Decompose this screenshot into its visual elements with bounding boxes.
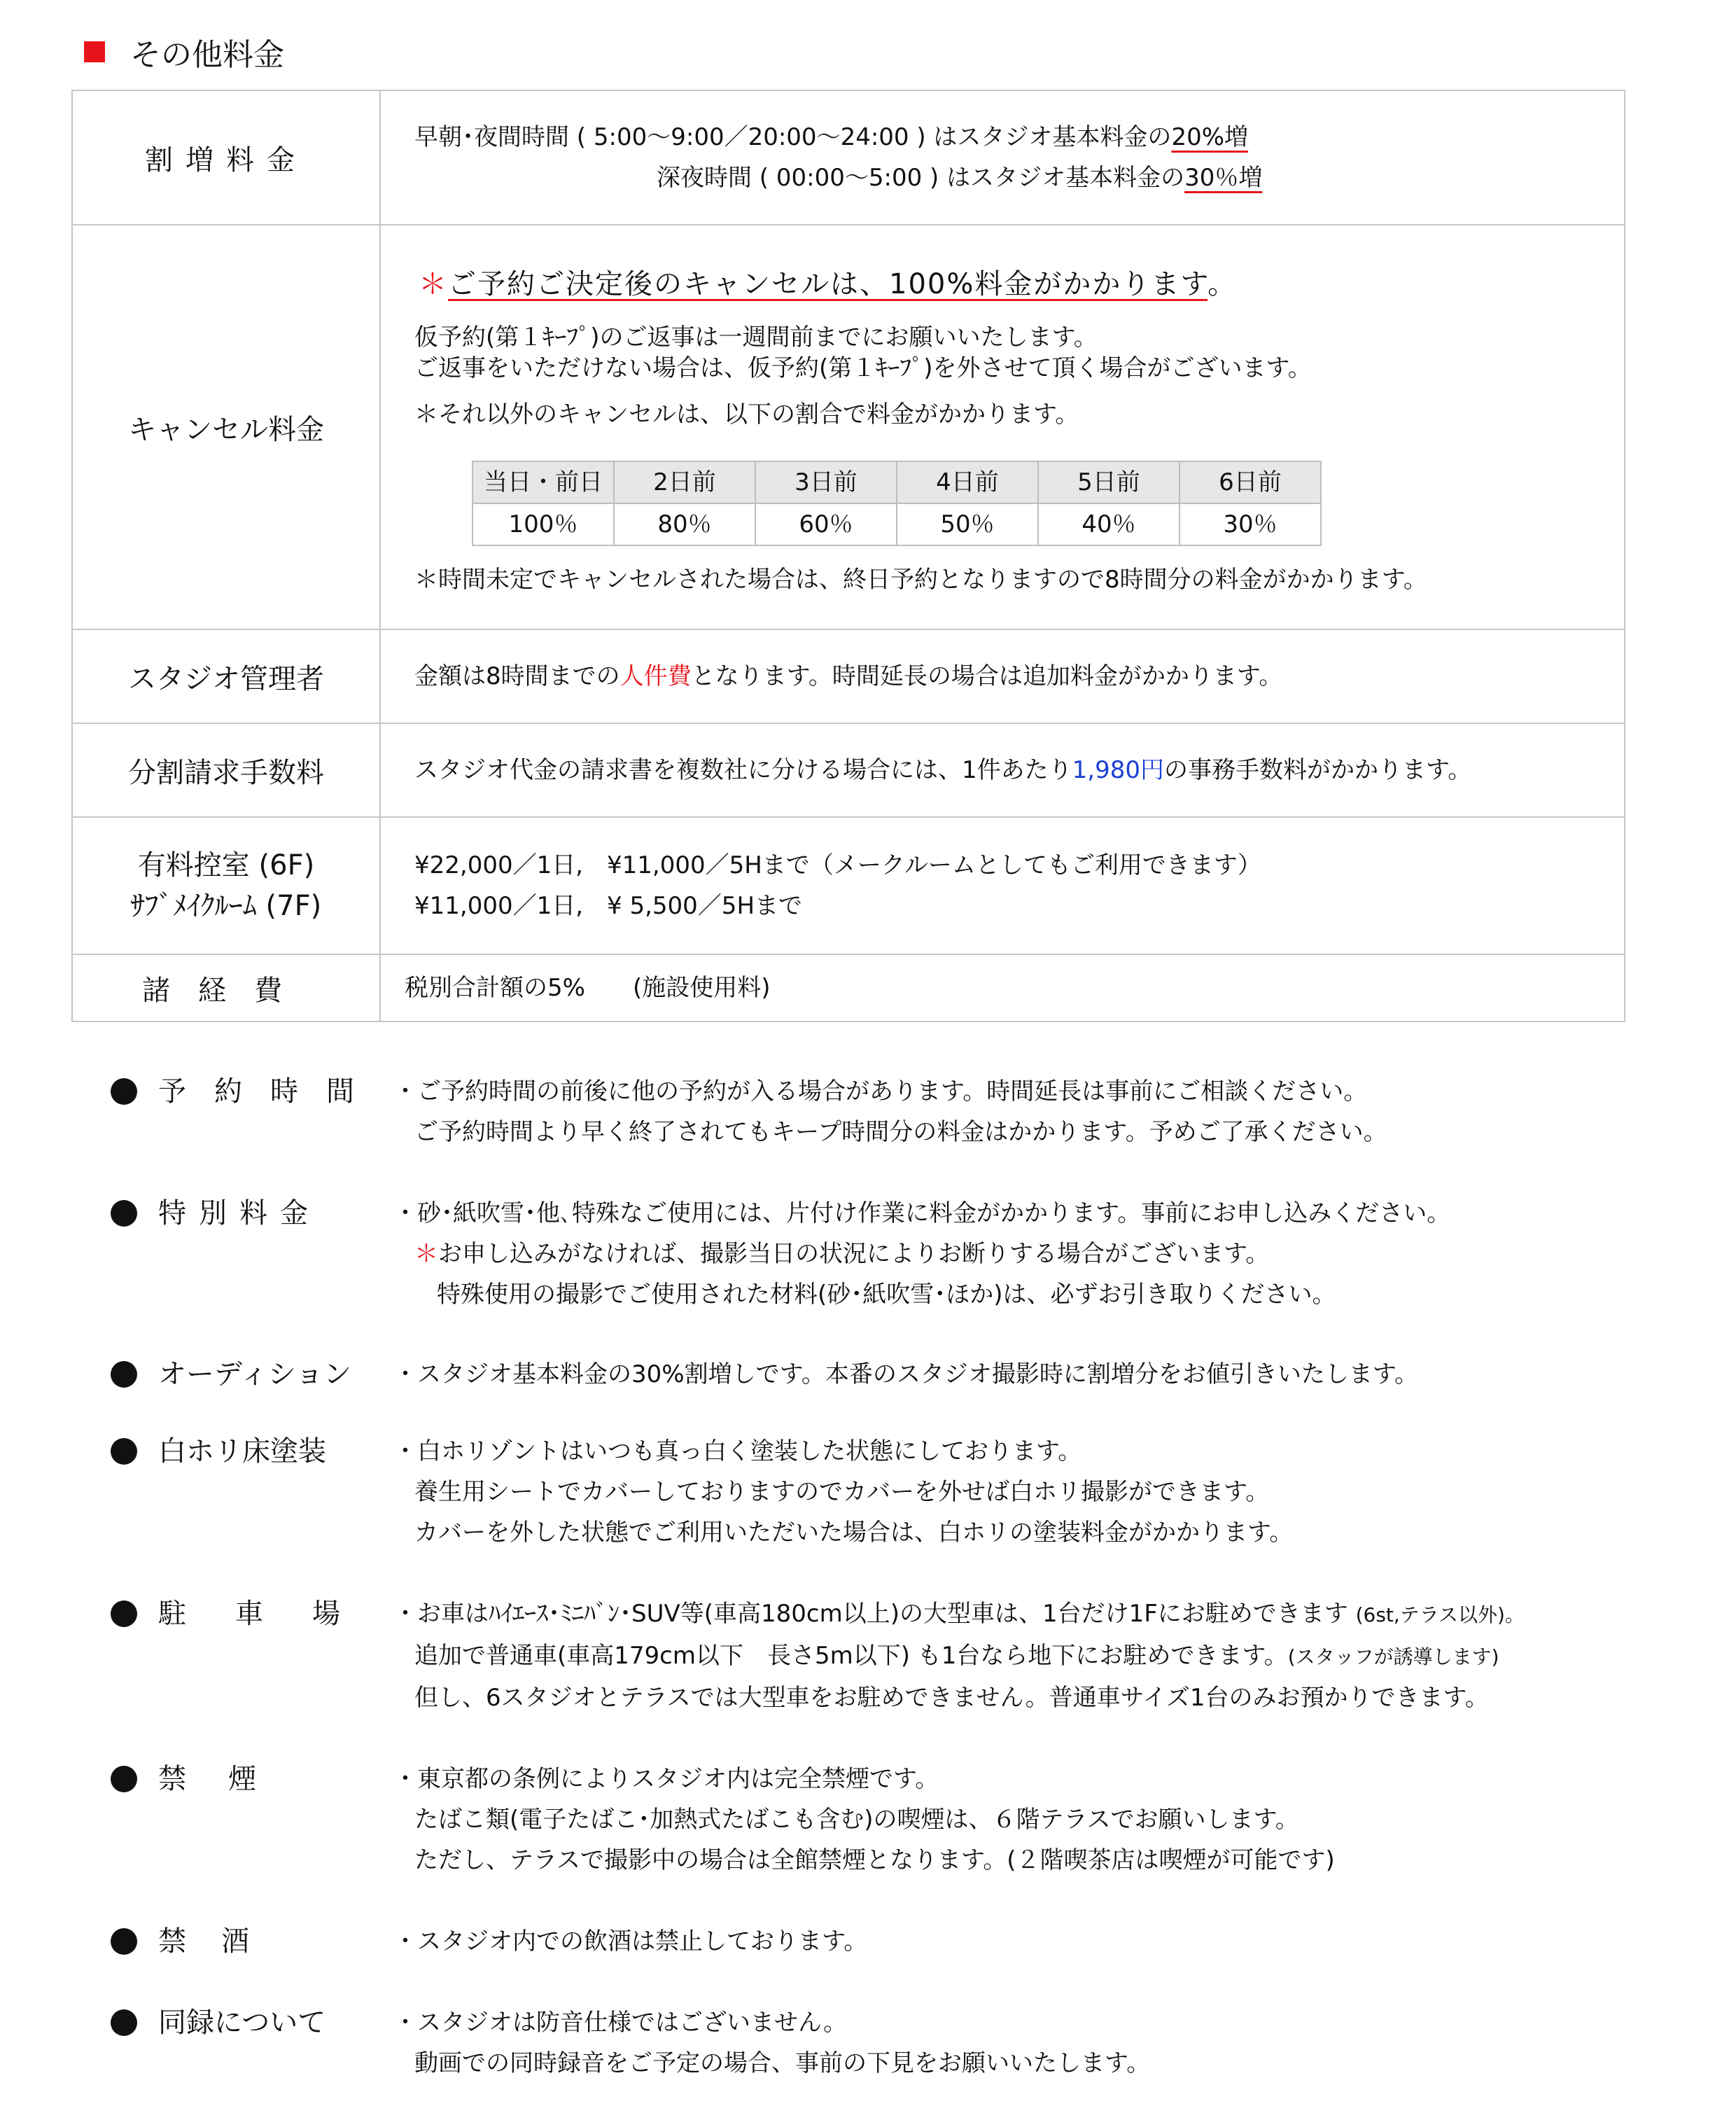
asterisk-icon: ＊ (419, 268, 448, 300)
note-label: 白ホリ床塗装 (158, 1435, 326, 1467)
cancel-line3: ＊それ以外のキャンセルは、以下の割合で料金がかかります。 (414, 400, 1079, 428)
cancel-rate-value: 100％ (472, 503, 614, 545)
cancel-rate-value: 40％ (1038, 503, 1180, 545)
note-alcohol (105, 1921, 1645, 1962)
section-title: その他料金 (130, 37, 284, 73)
bullet-icon (111, 1361, 137, 1388)
cancel-line2: ご返事をいただけない場合は、仮予約(第１ｷｰﾌﾟ)を外させて頂く場合がございます。 (414, 354, 1312, 382)
split-text-end: の事務手数料がかかります。 (1163, 756, 1472, 784)
note-line: 動画での同時録音をご予定の場合、事前の下見をお願いいたします。 (414, 2049, 1151, 2077)
misc-text: 税別合計額の5% (施設使用料) (405, 974, 771, 1002)
split-text: スタジオ代金の請求書を複数社に分ける場合には、1件あたり (414, 756, 1072, 784)
split-fee: 1,980円 (1072, 756, 1164, 784)
surcharge-line1-rate: 20%増 (1171, 123, 1249, 151)
cancel-rate-header: 3日前 (755, 461, 897, 503)
cancel-rate-value: 60％ (755, 503, 897, 545)
asterisk-icon: ＊ (414, 1240, 438, 1268)
fee-row-split (72, 723, 1625, 817)
surcharge-line2: 深夜時間 ( 00:00～5:00 ) はスタジオ基本料金の (657, 164, 1185, 192)
note-line: 特殊使用の撮影でご使用された材料(砂･紙吹雪･ほか)は、必ずお引き取りください。 (437, 1281, 1336, 1309)
note-line: ・お車はﾊｲｴｰｽ･ﾐﾆﾊﾞﾝ･SUV等(車高180cm以上)の大型車は、1台だけ1Fにお駐めできます (393, 1600, 1348, 1628)
cancel-warning-end: 。 (1208, 268, 1238, 300)
note-label: 同録について (158, 2007, 326, 2039)
fee-row-misc (72, 954, 1625, 1021)
cancel-rate-value-row (472, 503, 1321, 545)
note-special (105, 1193, 1645, 1315)
cancel-footnote: ＊時間未定でキャンセルされた場合は、終日予約となりますので8時間分の料金がかかります。 (414, 566, 1427, 594)
note-smoking (105, 1759, 1645, 1881)
note-line: ・白ホリゾントはいつも真っ白く塗装した状態にしております。 (393, 1437, 1082, 1465)
section-heading (84, 31, 284, 73)
red-square-icon (84, 41, 105, 62)
note-line: ・ご予約時間の前後に他の予約が入る場合があります。時間延長は事前にご相談ください。 (393, 1078, 1368, 1106)
note-line: ・砂･紙吹雪･他､特殊なご使用には、片付け作業に料金がかかります。事前にお申し込みください。 (393, 1199, 1451, 1227)
cancel-rate-header: 2日前 (614, 461, 755, 503)
note-line: 養生用シートでカバーしておりますのでカバーを外せば白ホリ撮影ができます。 (414, 1478, 1270, 1506)
note-recording (105, 2002, 1645, 2084)
bullet-icon (111, 1078, 137, 1105)
note-line: カバーを外した状態でご利用いただいた場合は、白ホリの塗装料金がかかります。 (414, 1519, 1294, 1547)
note-label: 禁煙 (158, 1763, 298, 1795)
cancel-rate-value: 50％ (897, 503, 1038, 545)
bullet-icon (111, 1438, 137, 1465)
cancel-warning (414, 263, 1624, 305)
note-line-small: (6st,テラス以外)。 (1355, 1603, 1525, 1626)
manager-label: スタジオ管理者 (128, 662, 324, 695)
cancel-rate-header: 6日前 (1180, 461, 1321, 503)
fee-row-waiting (72, 817, 1625, 954)
note-line: ・スタジオ内での飲酒は禁止しております。 (393, 1927, 868, 1955)
cancel-rate-value: 30％ (1180, 503, 1321, 545)
surcharge-line1: 早朝･夜間時間 ( 5:00～9:00／20:00～24:00 ) はスタジオ基本料金の (414, 123, 1172, 151)
note-line: お申し込みがなければ、撮影当日の状況によりお断りする場合がございます。 (438, 1240, 1270, 1268)
cancel-rate-value: 80％ (614, 503, 755, 545)
bullet-icon (111, 1928, 137, 1955)
surcharge-label: 割増料金 (145, 144, 307, 176)
manager-text: 金額は8時間までの (414, 662, 620, 690)
note-label: 特別料金 (158, 1197, 321, 1229)
note-line: ご予約時間より早く終了されてもキープ時間分の料金はかかります。予めご了承ください。 (414, 1118, 1387, 1146)
waiting-line2: ¥11,000／1日, ¥ 5,500／5Hまで (414, 892, 803, 920)
cancel-label: キャンセル料金 (128, 413, 324, 446)
note-audition (105, 1354, 1645, 1395)
note-line: ・スタジオは防音仕様ではございません。 (393, 2009, 848, 2037)
note-line: 但し、6スタジオとテラスでは大型車をお駐めできません。普通車サイズ1台のみお預かりできます。 (414, 1684, 1489, 1712)
cancel-line1: 仮予約(第１ｷｰﾌﾟ)のご返事は一週間前までにお願いいたします。 (414, 323, 1098, 351)
submake-label: ｻﾌﾞﾒｲｸﾙｰﾑ (7F) (130, 890, 322, 922)
note-label: 予約時間 (158, 1075, 382, 1108)
waiting-label: 有料控室 (6F) (137, 849, 315, 881)
note-reservation (105, 1071, 1645, 1152)
bullet-icon (111, 1200, 137, 1227)
fee-table (71, 90, 1625, 1022)
note-label: 禁酒 (158, 1925, 284, 1958)
fee-row-cancel (72, 225, 1625, 629)
bullet-icon (111, 1766, 137, 1792)
cancel-rate-header: 5日前 (1038, 461, 1180, 503)
note-line: ただし、テラスで撮影中の場合は全館禁煙となります。(２階喫茶店は喫煙が可能です) (414, 1846, 1335, 1874)
note-parking (105, 1593, 1645, 1718)
note-label: 駐車場 (158, 1598, 389, 1630)
cancel-rate-table (472, 461, 1322, 546)
note-line: ・スタジオ基本料金の30%割増しです。本番のスタジオ撮影時に割増分をお値引きいたします。 (393, 1360, 1419, 1388)
notes-list (105, 1071, 1645, 2084)
bullet-icon (111, 2009, 137, 2036)
waiting-line1: ¥22,000／1日, ¥11,000／5Hまで（メークルームとしてもご利用できます） (414, 851, 1261, 879)
cancel-warning-text: ご予約ご決定後のキャンセルは、100%料金がかかります (448, 268, 1208, 300)
note-line: ・東京都の条例によりスタジオ内は完全禁煙です。 (393, 1765, 939, 1793)
note-line: 追加で普通車(車高179cm以下 長さ5m以下) も1台なら地下にお駐めできます。 (414, 1642, 1288, 1670)
fee-row-manager (72, 629, 1625, 723)
split-label: 分割請求手数料 (128, 756, 324, 789)
note-floor (105, 1431, 1645, 1553)
cancel-rate-header-row (472, 461, 1321, 503)
bullet-icon (111, 1601, 137, 1627)
misc-label: 諸経費 (142, 974, 310, 1007)
cancel-rate-header: 当日・前日 (472, 461, 614, 503)
note-line: たばこ類(電子たばこ･加熱式たばこも含む)の喫煙は、６階テラスでお願いします。 (414, 1806, 1299, 1834)
fee-row-surcharge (72, 90, 1625, 225)
note-label: オーディション (158, 1358, 351, 1390)
manager-highlight: 人件費 (620, 662, 692, 690)
cancel-rate-header: 4日前 (897, 461, 1038, 503)
manager-text-end: となります。時間延長の場合は追加料金がかかります。 (691, 662, 1283, 690)
surcharge-line2-rate: 30％増 (1184, 164, 1263, 192)
note-line-small: (スタッフが誘導します) (1287, 1645, 1499, 1668)
